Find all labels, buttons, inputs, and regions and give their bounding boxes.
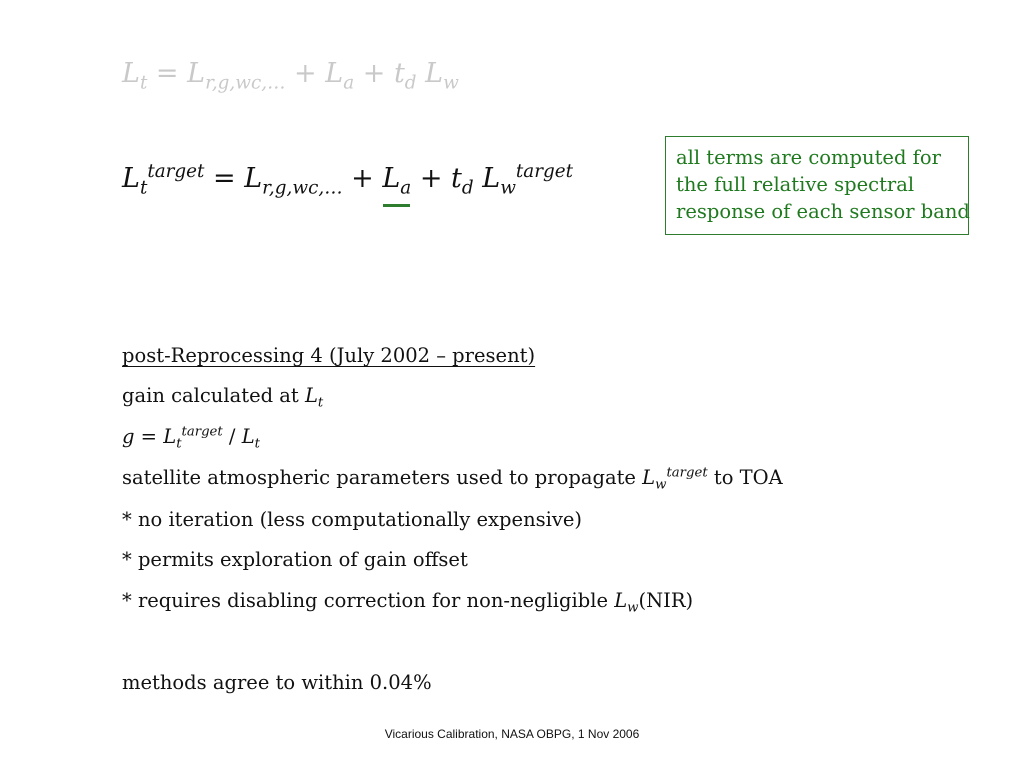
eq2-sub-rgwc: r,g,wc,… bbox=[262, 177, 343, 199]
bullet-gain-offset: * permits exploration of gain offset bbox=[122, 548, 468, 571]
eq1-L-t: L bbox=[122, 58, 140, 89]
eq2-sup-target2: target bbox=[515, 160, 574, 182]
eq1-sub-d: d bbox=[404, 72, 417, 94]
line2-L2: L bbox=[241, 425, 255, 448]
eq1-sub-t: t bbox=[139, 72, 148, 94]
eq2-sub-w: w bbox=[500, 177, 516, 199]
eq2-equals: = bbox=[204, 163, 245, 194]
eq2-plus1: + bbox=[342, 163, 383, 194]
eq1-L-w: L bbox=[425, 58, 444, 89]
highlight-underline bbox=[383, 204, 410, 207]
note-line: the full relative spectral bbox=[676, 173, 915, 196]
atmospheric-params-line bbox=[122, 465, 783, 493]
eq2-La-group bbox=[382, 163, 412, 199]
eq2-t: t bbox=[451, 163, 462, 194]
eq1-plus1: + bbox=[285, 58, 326, 89]
line3-tail: to TOA bbox=[707, 466, 783, 489]
eq1-t: t bbox=[393, 58, 405, 89]
section-heading: post-Reprocessing 4 (July 2002 – present) bbox=[122, 344, 536, 367]
eq1-sub-rgwc: r,g,wc,… bbox=[205, 72, 286, 94]
eq1-plus2: + bbox=[354, 58, 394, 89]
note-box bbox=[665, 136, 969, 235]
eq2-sub-a: a bbox=[400, 177, 412, 199]
eq2-L-rgwc: L bbox=[244, 163, 263, 194]
eq1-space bbox=[417, 58, 426, 89]
line6-sub: w bbox=[627, 600, 639, 616]
eq2-plus2: + bbox=[411, 163, 452, 194]
line2-sub2: t bbox=[254, 436, 260, 452]
line2-L: L bbox=[163, 425, 177, 448]
line2-slash: / bbox=[222, 425, 242, 448]
gain-formula-line bbox=[122, 424, 260, 452]
eq1-sub-a: a bbox=[343, 72, 355, 94]
eq2-sub-t: t bbox=[139, 177, 148, 199]
eq2-sub-d: d bbox=[461, 177, 474, 199]
line3-sup: target bbox=[666, 465, 708, 481]
line6-text: * requires disabling correction for non-negligible bbox=[122, 589, 615, 612]
bullet-requires-disabling bbox=[122, 589, 694, 616]
eq1-equals: = bbox=[147, 58, 188, 89]
line6-L: L bbox=[614, 589, 628, 612]
equation-main bbox=[122, 160, 574, 199]
line3-text: satellite atmospheric parameters used to propagate bbox=[122, 466, 643, 489]
line2-g: g bbox=[122, 425, 135, 448]
slide-footer: Vicarious Calibration, NASA OBPG, 1 Nov 2006 bbox=[384, 727, 640, 741]
equation-faded bbox=[122, 58, 459, 94]
eq2-L-w: L bbox=[482, 163, 501, 194]
bullet-no-iteration: * no iteration (less computationally expensive) bbox=[122, 508, 583, 531]
eq2-L-t: L bbox=[122, 163, 140, 194]
eq1-L-rgwc: L bbox=[187, 58, 206, 89]
methods-agree-line: methods agree to within 0.04% bbox=[122, 671, 432, 694]
note-line: response of each sensor band bbox=[676, 200, 970, 223]
eq1-sub-w: w bbox=[443, 72, 459, 94]
note-line: all terms are computed for bbox=[676, 146, 941, 169]
line1-text: gain calculated at bbox=[122, 384, 305, 407]
line1-L: L bbox=[304, 384, 318, 407]
eq2-sup-target: target bbox=[147, 160, 205, 182]
line1-sub: t bbox=[317, 395, 324, 411]
line3-sub: w bbox=[655, 477, 667, 493]
line2-sup: target bbox=[181, 424, 223, 440]
gain-calculated-line bbox=[122, 384, 324, 411]
eq2-space bbox=[474, 163, 483, 194]
line3-L: L bbox=[642, 466, 656, 489]
line6-tail: (NIR) bbox=[638, 589, 694, 612]
eq2-L-a: L bbox=[382, 163, 401, 194]
eq1-L-a: L bbox=[325, 58, 344, 89]
line2-eq: = bbox=[134, 425, 164, 448]
line2-sub: t bbox=[176, 436, 182, 452]
